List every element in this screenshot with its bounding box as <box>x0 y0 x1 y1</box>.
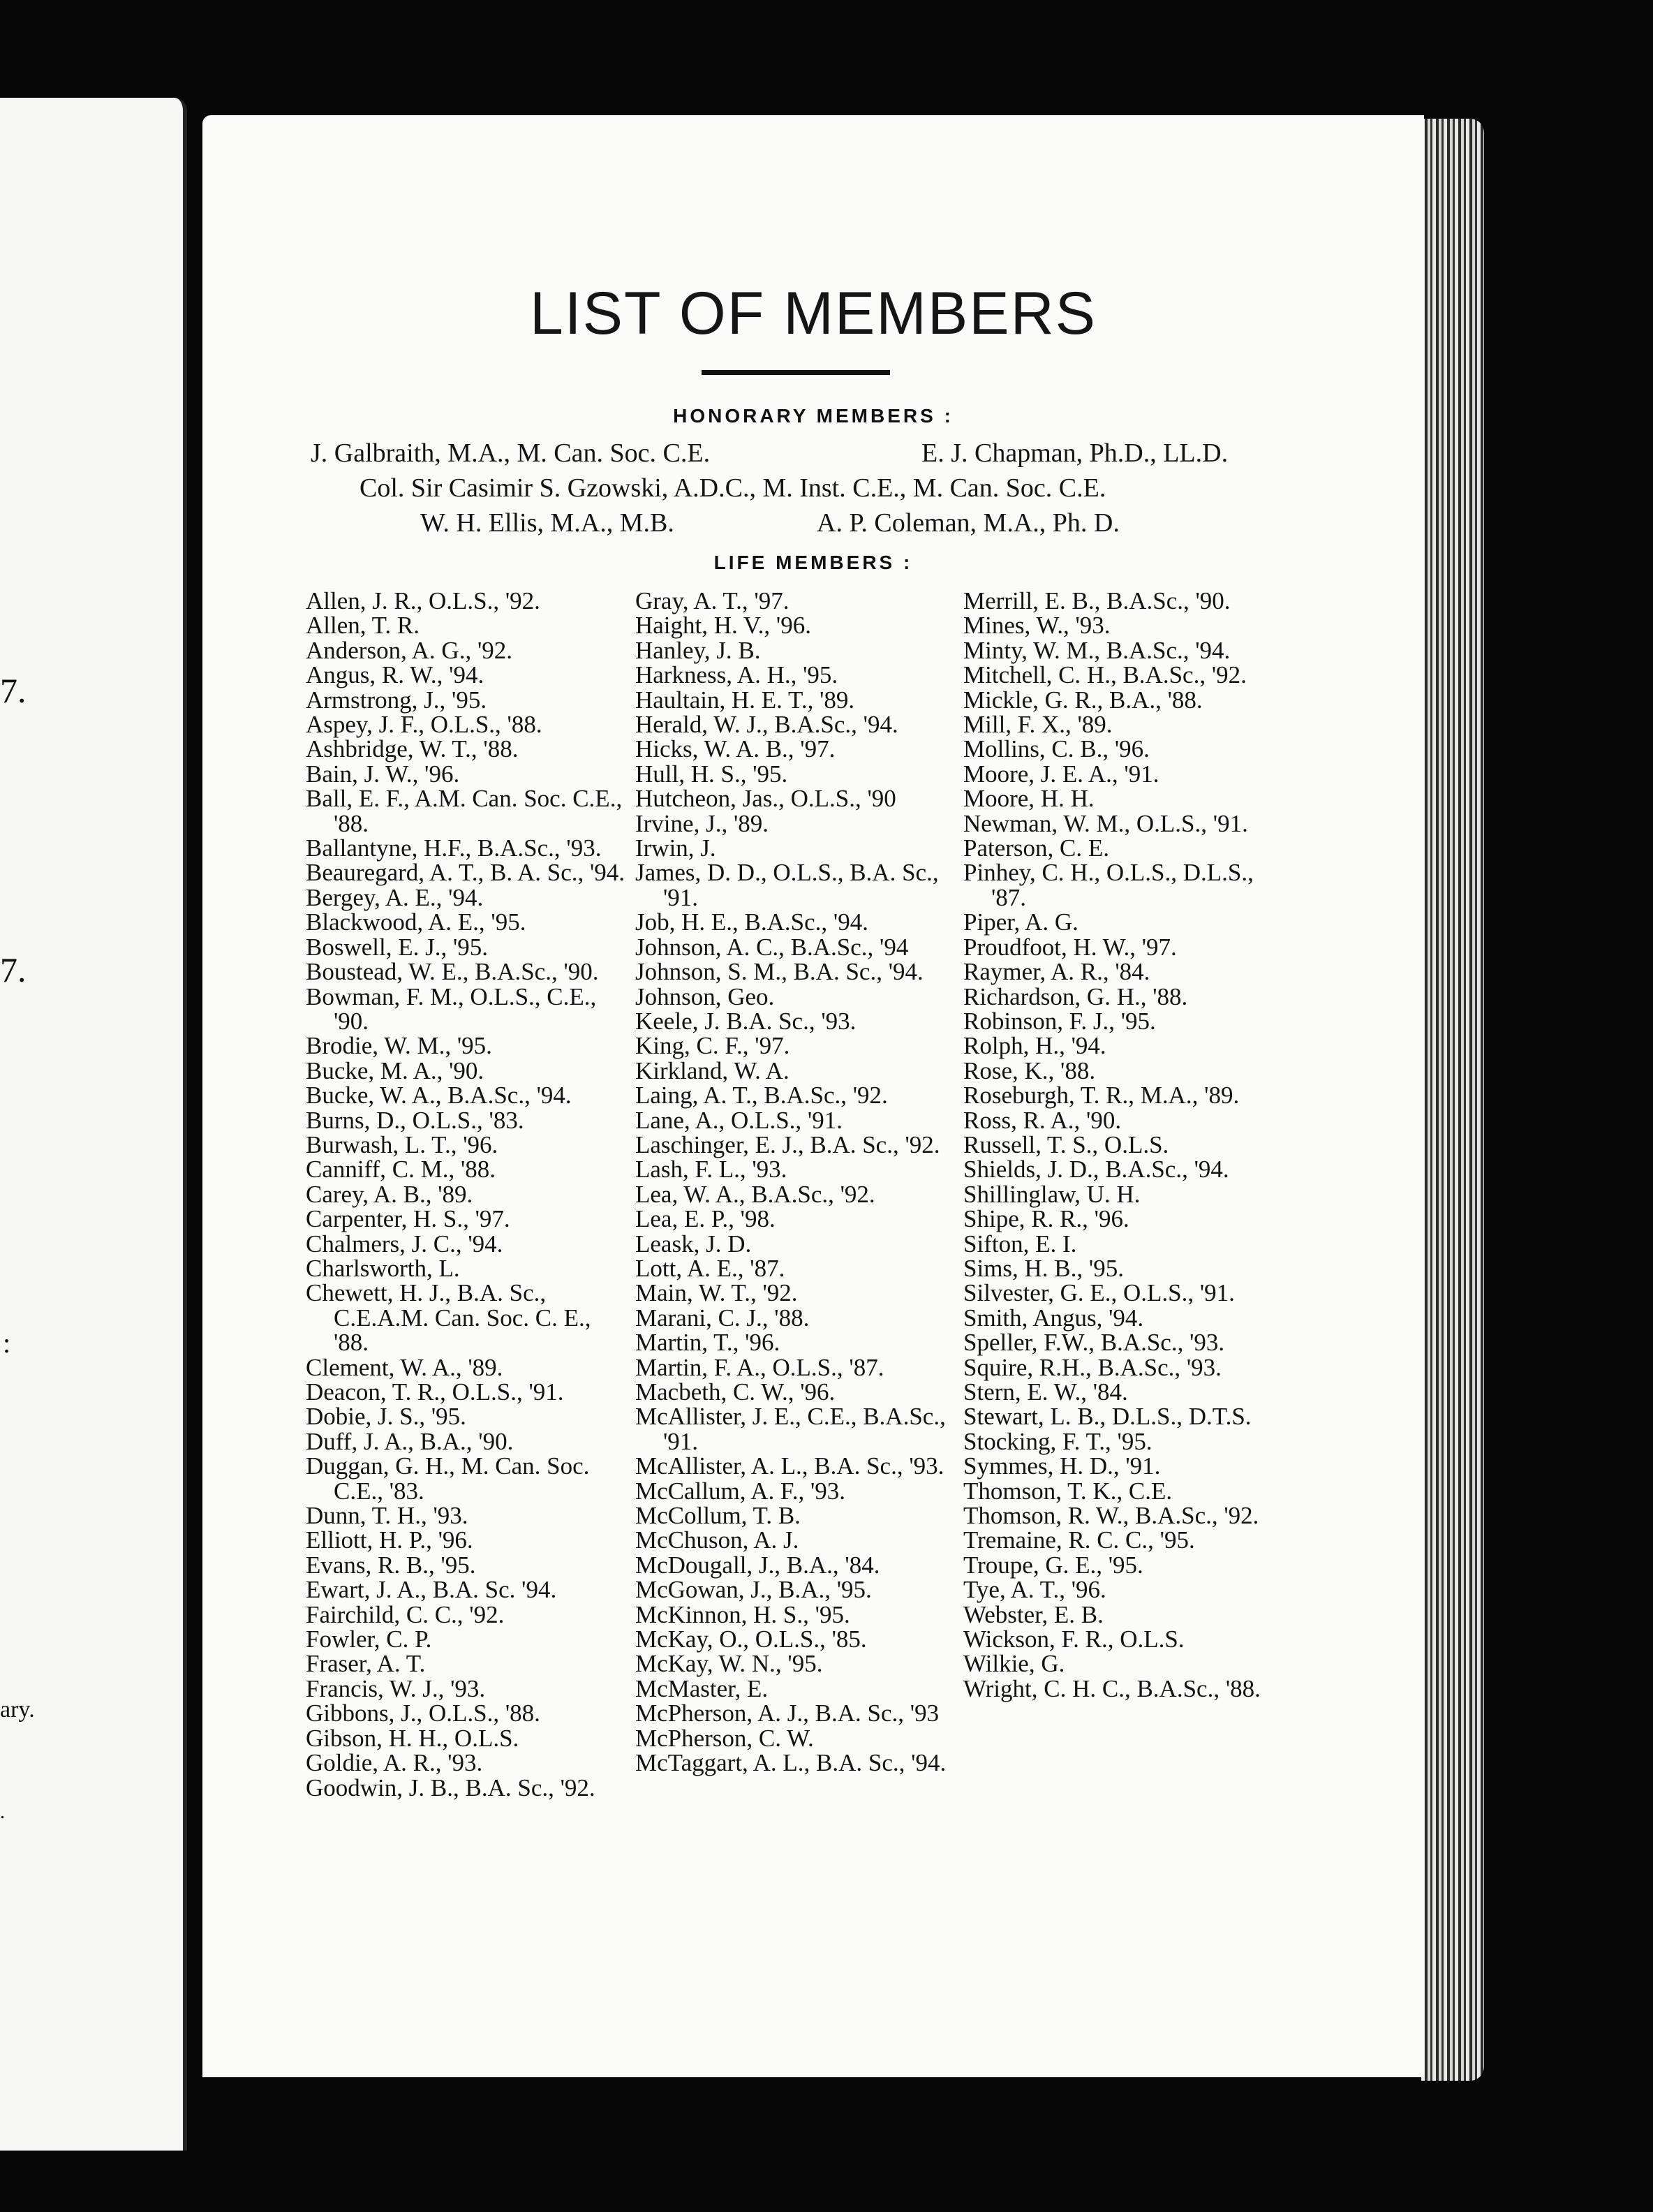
member-entry: Paterson, C. E. <box>963 834 1110 862</box>
member-entry: Piper, A. G. <box>963 908 1078 936</box>
member-entry: Fraser, A. T. <box>306 1650 426 1678</box>
member-entry: Stewart, L. B., D.L.S., D.T.S. <box>963 1403 1252 1431</box>
member-entry: Deacon, T. R., O.L.S., '91. <box>306 1378 564 1406</box>
member-entry: Goodwin, J. B., B.A. Sc., '92. <box>306 1774 595 1801</box>
member-entry: McTaggart, A. L., B.A. Sc., '94. <box>635 1749 947 1777</box>
member-entry: Merrill, E. B., B.A.Sc., '90. <box>963 587 1231 614</box>
member-entry: Shillinglaw, U. H. <box>963 1180 1141 1208</box>
member-entry: Johnson, Geo. <box>635 982 775 1010</box>
member-entry: Raymer, A. R., '84. <box>963 958 1150 986</box>
member-entry: Evans, R. B., '95. <box>306 1551 476 1579</box>
member-entry: Chalmers, J. C., '94. <box>306 1230 503 1258</box>
member-entry: Bucke, M. A., '90. <box>306 1056 484 1084</box>
member-entry: Hanley, J. B. <box>635 636 761 664</box>
member-entry: Johnson, S. M., B.A. Sc., '94. <box>635 958 924 986</box>
member-entry: Lane, A., O.L.S., '91. <box>635 1106 843 1134</box>
member-entry: Charlsworth, L. <box>306 1254 460 1282</box>
page-title: LIST OF MEMBERS <box>529 280 1097 347</box>
member-entry: Johnson, A. C., B.A.Sc., '94 <box>635 933 909 961</box>
member-entry: Smith, Angus, '94. <box>963 1304 1144 1332</box>
member-entry: McCallum, A. F., '93. <box>635 1477 846 1505</box>
member-entry: Marani, C. J., '88. <box>635 1304 810 1332</box>
member-entry: Sims, H. B., '95. <box>963 1254 1124 1282</box>
member-entry: Job, H. E., B.A.Sc., '94. <box>635 908 868 936</box>
member-entry: Irvine, J., '89. <box>635 809 769 837</box>
member-entry: Rose, K., '88. <box>963 1056 1096 1084</box>
member-entry: McKay, O., O.L.S., '85. <box>635 1625 867 1653</box>
previous-page-fragment: : <box>3 1327 11 1359</box>
member-entry: Boustead, W. E., B.A.Sc., '90. <box>306 958 599 986</box>
member-entry: Roseburgh, T. R., M.A., '89. <box>963 1082 1240 1109</box>
member-entry: Symmes, H. D., '91. <box>963 1452 1161 1480</box>
previous-page-edge <box>0 98 187 2151</box>
member-entry: Aspey, J. F., O.L.S., '88. <box>306 711 542 739</box>
previous-page-fragment: ary. <box>0 1697 35 1723</box>
member-entry: Goldie, A. R., '93. <box>306 1749 483 1777</box>
member-entry: Richardson, G. H., '88. <box>963 982 1188 1010</box>
member-entry: Moore, H. H. <box>963 785 1095 813</box>
member-entry: Russell, T. S., O.L.S. <box>963 1130 1169 1158</box>
member-entry: Sifton, E. I. <box>963 1230 1077 1258</box>
member-entry: Keele, J. B.A. Sc., '93. <box>635 1007 857 1035</box>
member-entry: Haight, H. V., '96. <box>635 612 811 640</box>
member-entry: Moore, J. E. A., '91. <box>963 760 1159 788</box>
member-entry: Wickson, F. R., O.L.S. <box>963 1625 1185 1653</box>
member-entry: McAllister, J. E., C.E., B.A.Sc., '91. <box>635 1403 946 1455</box>
member-entry: Wilkie, G. <box>963 1650 1065 1678</box>
member-entry: Canniff, C. M., '88. <box>306 1156 496 1184</box>
member-entry: Tye, A. T., '96. <box>963 1576 1106 1604</box>
member-entry: Carey, A. B., '89. <box>306 1180 473 1208</box>
previous-page-fragment: 7. <box>0 950 27 989</box>
member-entry: Ball, E. F., A.M. Can. Soc. C.E., '88. <box>306 785 623 837</box>
member-entry: Troupe, G. E., '95. <box>963 1551 1143 1579</box>
member-entry: Clement, W. A., '89. <box>306 1353 503 1381</box>
member-entry: Hutcheon, Jas., O.L.S., '90 <box>635 785 896 813</box>
member-entry: Fairchild, C. C., '92. <box>306 1600 505 1628</box>
member-entry: Macbeth, C. W., '96. <box>635 1378 836 1406</box>
member-entry: McPherson, A. J., B.A. Sc., '93 <box>635 1699 940 1727</box>
member-entry: Armstrong, J., '95. <box>306 686 487 714</box>
member-entry: Thomson, T. K., C.E. <box>963 1477 1173 1505</box>
member-entry: Laing, A. T., B.A.Sc., '92. <box>635 1082 888 1109</box>
honorary-member: E. J. Chapman, Ph.D., LL.D. <box>921 438 1229 468</box>
member-entry: Thomson, R. W., B.A.Sc., '92. <box>963 1502 1259 1530</box>
member-entry: Boswell, E. J., '95. <box>306 933 489 961</box>
member-entry: McCollum, T. B. <box>635 1502 801 1530</box>
member-entry: Pinhey, C. H., O.L.S., D.L.S., '87. <box>963 859 1254 911</box>
member-entry: Mollins, C. B., '96. <box>963 735 1150 763</box>
honorary-member: Col. Sir Casimir S. Gzowski, A.D.C., M. Inst. C.E., M. Can. Soc. C.E. <box>359 473 1106 503</box>
previous-page-fragment: 7. <box>0 671 27 710</box>
member-entry: Brodie, W. M., '95. <box>306 1032 492 1060</box>
member-entry: Beauregard, A. T., B. A. Sc., '94. <box>306 859 625 887</box>
member-entry: Mill, F. X., '89. <box>963 711 1113 739</box>
member-entry: McChuson, A. J. <box>635 1526 799 1554</box>
title-rule <box>702 370 890 375</box>
member-entry: Tremaine, R. C. C., '95. <box>963 1526 1195 1554</box>
member-entry: Robinson, F. J., '95. <box>963 1007 1156 1035</box>
member-entry: Lash, F. L., '93. <box>635 1156 787 1184</box>
member-entry: Squire, R.H., B.A.Sc., '93. <box>963 1353 1222 1381</box>
member-entry: McMaster, E. <box>635 1674 769 1702</box>
member-entry: Bowman, F. M., O.L.S., C.E., '90. <box>306 982 597 1035</box>
member-entry: Irwin, J. <box>635 834 716 862</box>
member-entry: Blackwood, A. E., '95. <box>306 908 526 936</box>
member-entry: Haultain, H. E. T., '89. <box>635 686 855 714</box>
member-entry: Hicks, W. A. B., '97. <box>635 735 836 763</box>
member-entry: Fowler, C. P. <box>306 1625 432 1653</box>
member-entry: Gray, A. T., '97. <box>635 587 790 614</box>
member-entry: Stern, E. W., '84. <box>963 1378 1128 1406</box>
member-entry: Martin, F. A., O.L.S., '87. <box>635 1353 884 1381</box>
member-entry: Dobie, J. S., '95. <box>306 1403 466 1431</box>
member-entry: Lott, A. E., '87. <box>635 1254 785 1282</box>
member-entry: Shipe, R. R., '96. <box>963 1205 1129 1233</box>
member-entry: Stocking, F. T., '95. <box>963 1427 1152 1455</box>
member-entry: Ashbridge, W. T., '88. <box>306 735 519 763</box>
member-entry: Carpenter, H. S., '97. <box>306 1205 510 1233</box>
previous-page-fragment: . <box>0 1801 5 1823</box>
member-entry: Gibbons, J., O.L.S., '88. <box>306 1699 540 1727</box>
member-entry: Webster, E. B. <box>963 1600 1104 1628</box>
member-entry: Dunn, T. H., '93. <box>306 1502 468 1530</box>
member-entry: Kirkland, W. A. <box>635 1056 790 1084</box>
member-entry: Newman, W. M., O.L.S., '91. <box>963 809 1248 837</box>
member-entry: Mines, W., '93. <box>963 612 1111 640</box>
member-entry: Anderson, A. G., '92. <box>306 636 513 664</box>
member-entry: Lea, E. P., '98. <box>635 1205 776 1233</box>
member-entry: Silvester, G. E., O.L.S., '91. <box>963 1279 1235 1307</box>
member-entry: Ross, R. A., '90. <box>963 1106 1122 1134</box>
member-entry: Shields, J. D., B.A.Sc., '94. <box>963 1156 1229 1184</box>
member-entry: McGowan, J., B.A., '95. <box>635 1576 872 1604</box>
member-entry: Harkness, A. H., '95. <box>635 661 838 689</box>
honorary-member: J. Galbraith, M.A., M. Can. Soc. C.E. <box>311 438 711 468</box>
member-entry: Chewett, H. J., B.A. Sc., C.E.A.M. Can. Soc. C. E., '88. <box>306 1279 591 1357</box>
honorary-member: W. H. Ellis, M.A., M.B. <box>420 508 674 538</box>
member-entry: Ewart, J. A., B.A. Sc. '94. <box>306 1576 557 1604</box>
member-entry: Leask, J. D. <box>635 1230 752 1258</box>
member-entry: Hull, H. S., '95. <box>635 760 788 788</box>
honorary-member: A. P. Coleman, M.A., Ph. D. <box>817 508 1120 538</box>
member-entry: Proudfoot, H. W., '97. <box>963 933 1177 961</box>
member-entry: James, D. D., O.L.S., B.A. Sc., '91. <box>635 859 939 911</box>
member-entry: Minty, W. M., B.A.Sc., '94. <box>963 636 1231 664</box>
member-entry: Duff, J. A., B.A., '90. <box>306 1427 514 1455</box>
member-entry: McPherson, C. W. <box>635 1724 814 1752</box>
member-entry: Martin, T., '96. <box>635 1329 780 1357</box>
member-entry: Angus, R. W., '94. <box>306 661 484 689</box>
member-entry: King, C. F., '97. <box>635 1032 790 1060</box>
member-entry: Lea, W. A., B.A.Sc., '92. <box>635 1180 875 1208</box>
member-entry: McAllister, A. L., B.A. Sc., '93. <box>635 1452 944 1480</box>
page-stack-edge <box>1421 119 1484 2081</box>
honorary-members-heading: HONORARY MEMBERS : <box>673 405 954 427</box>
member-entry: Allen, T. R. <box>306 612 420 640</box>
life-members-column-2 <box>635 589 963 1776</box>
member-entry: Wright, C. H. C., B.A.Sc., '88. <box>963 1674 1261 1702</box>
member-entry: Bain, J. W., '96. <box>306 760 460 788</box>
member-entry: Mickle, G. R., B.A., '88. <box>963 686 1203 714</box>
member-entry: Main, W. T., '92. <box>635 1279 798 1307</box>
document-page <box>202 115 1424 2077</box>
member-entry: Laschinger, E. J., B.A. Sc., '92. <box>635 1130 940 1158</box>
life-members-heading: LIFE MEMBERS : <box>713 552 913 573</box>
member-entry: Rolph, H., '94. <box>963 1032 1106 1060</box>
member-entry: Elliott, H. P., '96. <box>306 1526 473 1554</box>
member-entry: Duggan, G. H., M. Can. Soc. C.E., '83. <box>306 1452 590 1505</box>
member-entry: McKinnon, H. S., '95. <box>635 1600 850 1628</box>
member-entry: Burns, D., O.L.S., '83. <box>306 1106 524 1134</box>
member-entry: Bergey, A. E., '94. <box>306 883 484 911</box>
member-entry: Herald, W. J., B.A.Sc., '94. <box>635 711 898 739</box>
member-entry: Gibson, H. H., O.L.S. <box>306 1724 519 1752</box>
member-entry: McDougall, J., B.A., '84. <box>635 1551 880 1579</box>
member-entry: Burwash, L. T., '96. <box>306 1130 498 1158</box>
member-entry: Ballantyne, H.F., B.A.Sc., '93. <box>306 834 602 862</box>
member-entry: Mitchell, C. H., B.A.Sc., '92. <box>963 661 1247 689</box>
member-entry: Francis, W. J., '93. <box>306 1674 486 1702</box>
life-members-column-3 <box>963 589 1291 1701</box>
member-entry: Allen, J. R., O.L.S., '92. <box>306 587 540 614</box>
life-members-column-1 <box>306 589 627 1800</box>
member-entry: McKay, W. N., '95. <box>635 1650 823 1678</box>
member-entry: Speller, F.W., B.A.Sc., '93. <box>963 1329 1225 1357</box>
member-entry: Bucke, W. A., B.A.Sc., '94. <box>306 1082 572 1109</box>
